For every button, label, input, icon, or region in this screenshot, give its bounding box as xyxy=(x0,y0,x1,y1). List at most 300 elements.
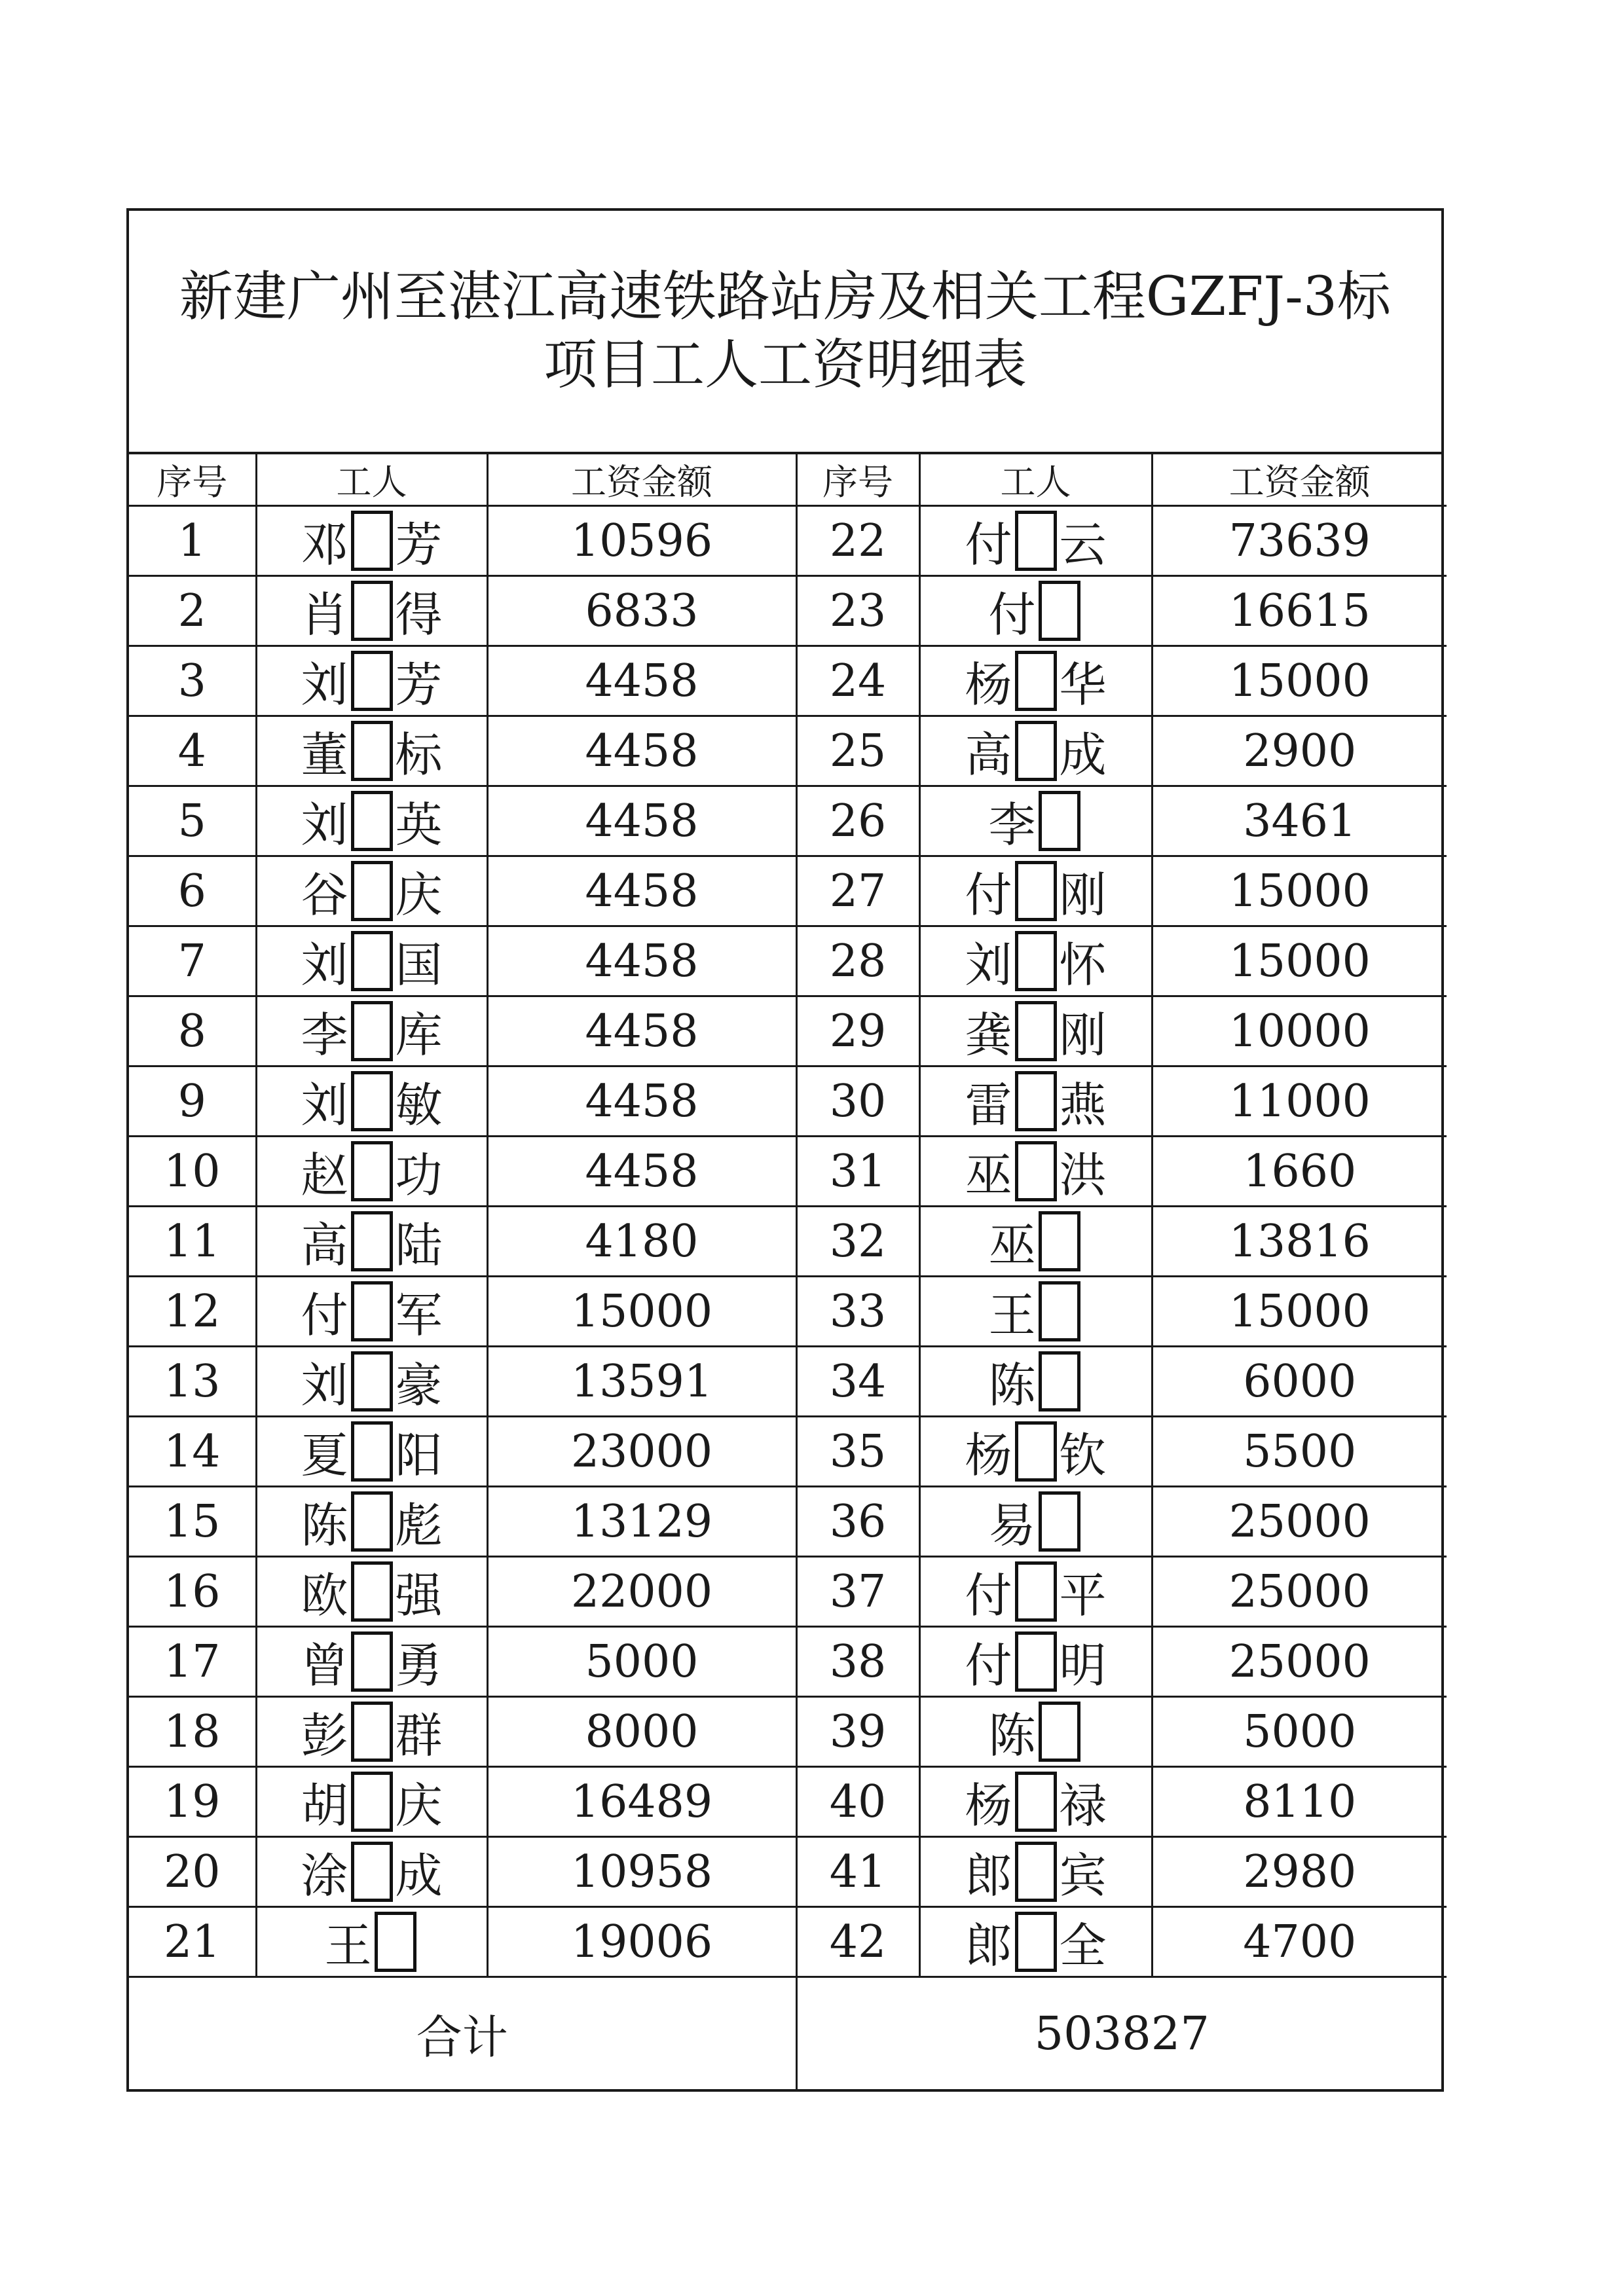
header-worker-left: 工人 xyxy=(256,454,487,506)
worker-surname: 李 xyxy=(301,1008,348,1063)
seq-cell: 41 xyxy=(796,1837,919,1907)
worker-name-cell xyxy=(256,1487,487,1557)
worker-name-cell xyxy=(256,996,487,1066)
worker-name xyxy=(301,1487,442,1556)
seq-cell: 37 xyxy=(796,1557,919,1627)
redaction-box xyxy=(1039,581,1080,641)
worker-given-name: 芳 xyxy=(395,657,443,712)
seq-cell: 20 xyxy=(129,1837,256,1907)
worker-given-name: 彪 xyxy=(395,1498,443,1553)
worker-name xyxy=(965,717,1106,785)
worker-surname: 付 xyxy=(988,587,1036,642)
seq-cell: 18 xyxy=(129,1697,256,1767)
worker-name xyxy=(301,927,442,995)
worker-name xyxy=(301,857,442,925)
worker-name xyxy=(301,1628,442,1696)
worker-given-name: 得 xyxy=(395,587,443,642)
seq-cell: 35 xyxy=(796,1417,919,1487)
redaction-box xyxy=(1039,1211,1080,1271)
worker-surname: 杨 xyxy=(965,1778,1012,1833)
seq-cell: 12 xyxy=(129,1277,256,1347)
worker-given-name: 庆 xyxy=(395,867,443,922)
worker-name-cell xyxy=(919,856,1152,926)
redaction-box xyxy=(1015,651,1057,711)
amount-cell: 4458 xyxy=(487,996,796,1066)
worker-surname: 付 xyxy=(965,517,1012,572)
redaction-box xyxy=(351,1281,393,1341)
worker-name xyxy=(965,507,1106,575)
redaction-box xyxy=(351,1702,393,1762)
seq-cell: 9 xyxy=(129,1066,256,1137)
worker-surname: 陈 xyxy=(301,1498,348,1553)
worker-name xyxy=(965,647,1106,715)
worker-name-cell xyxy=(919,786,1152,856)
table-row xyxy=(129,576,1447,646)
worker-given-name: 豪 xyxy=(395,1358,443,1413)
seq-cell: 34 xyxy=(796,1347,919,1417)
amount-cell: 8110 xyxy=(1152,1767,1447,1837)
amount-cell: 5000 xyxy=(487,1627,796,1697)
amount-cell: 15000 xyxy=(1152,1277,1447,1347)
worker-surname: 王 xyxy=(324,1918,372,1973)
seq-cell: 32 xyxy=(796,1207,919,1277)
amount-cell: 3461 xyxy=(1152,786,1447,856)
worker-name xyxy=(301,717,442,785)
worker-given-name: 平 xyxy=(1059,1568,1107,1623)
seq-cell: 8 xyxy=(129,996,256,1066)
worker-name-cell xyxy=(256,1907,487,1977)
worker-name-cell xyxy=(256,1697,487,1767)
redaction-box xyxy=(1015,1912,1057,1972)
worker-surname: 刘 xyxy=(301,1078,348,1133)
worker-name-cell xyxy=(256,1627,487,1697)
worker-surname: 胡 xyxy=(301,1778,348,1833)
worker-name-cell xyxy=(919,576,1152,646)
table-row xyxy=(129,1207,1447,1277)
worker-given-name: 成 xyxy=(395,1848,443,1903)
header-amount-left: 工资金额 xyxy=(487,454,796,506)
seq-cell: 31 xyxy=(796,1137,919,1207)
amount-cell: 4458 xyxy=(487,716,796,786)
seq-cell: 39 xyxy=(796,1697,919,1767)
table-row xyxy=(129,1767,1447,1837)
seq-cell: 36 xyxy=(796,1487,919,1557)
redaction-box xyxy=(1039,1351,1080,1412)
worker-name xyxy=(301,1207,442,1275)
redaction-box xyxy=(1015,1631,1057,1692)
worker-name xyxy=(301,1417,442,1485)
worker-name-cell xyxy=(256,576,487,646)
worker-surname: 谷 xyxy=(301,867,348,922)
table-row xyxy=(129,786,1447,856)
worker-given-name: 阳 xyxy=(395,1428,443,1483)
amount-cell: 19006 xyxy=(487,1907,796,1977)
worker-name-cell xyxy=(919,1207,1152,1277)
worker-name-cell xyxy=(256,1837,487,1907)
seq-cell: 24 xyxy=(796,646,919,716)
redaction-box xyxy=(351,511,393,571)
worker-given-name: 勇 xyxy=(395,1638,443,1693)
worker-name-cell xyxy=(919,506,1152,576)
redaction-box xyxy=(351,1351,393,1412)
worker-name xyxy=(965,1067,1106,1135)
worker-surname: 夏 xyxy=(301,1428,348,1483)
worker-name-cell xyxy=(256,1066,487,1137)
worker-name xyxy=(301,1137,442,1205)
worker-surname: 巫 xyxy=(965,1148,1012,1203)
header-seq-right: 序号 xyxy=(796,454,919,506)
header-row xyxy=(129,454,1447,506)
worker-given-name: 宾 xyxy=(1059,1848,1107,1903)
worker-name-cell xyxy=(256,786,487,856)
table-row xyxy=(129,856,1447,926)
worker-surname: 龚 xyxy=(965,1008,1012,1063)
worker-surname: 邓 xyxy=(301,517,348,572)
amount-cell: 5500 xyxy=(1152,1417,1447,1487)
worker-name-cell xyxy=(256,1207,487,1277)
worker-surname: 高 xyxy=(301,1218,348,1273)
amount-cell: 13591 xyxy=(487,1347,796,1417)
redaction-box xyxy=(351,1421,393,1482)
redaction-box xyxy=(1039,1702,1080,1762)
worker-given-name: 华 xyxy=(1059,657,1107,712)
seq-cell: 30 xyxy=(796,1066,919,1137)
worker-given-name: 全 xyxy=(1059,1918,1107,1973)
worker-surname: 王 xyxy=(988,1288,1036,1343)
redaction-box xyxy=(351,651,393,711)
worker-name xyxy=(988,1207,1082,1275)
worker-name-cell xyxy=(256,1347,487,1417)
redaction-box xyxy=(1015,1561,1057,1622)
seq-cell: 5 xyxy=(129,786,256,856)
amount-cell: 10596 xyxy=(487,506,796,576)
total-row xyxy=(129,1977,1447,2090)
seq-cell: 42 xyxy=(796,1907,919,1977)
redaction-box xyxy=(351,581,393,641)
amount-cell: 5000 xyxy=(1152,1697,1447,1767)
redaction-box xyxy=(1039,1491,1080,1552)
worker-name-cell xyxy=(919,1557,1152,1627)
worker-given-name: 怀 xyxy=(1059,938,1107,993)
worker-given-name: 云 xyxy=(1059,517,1107,572)
worker-name xyxy=(301,997,442,1065)
worker-name-cell xyxy=(919,1137,1152,1207)
worker-given-name: 强 xyxy=(395,1568,443,1623)
seq-cell: 15 xyxy=(129,1487,256,1557)
redaction-box xyxy=(1015,1001,1057,1061)
amount-cell: 4700 xyxy=(1152,1907,1447,1977)
amount-cell: 6833 xyxy=(487,576,796,646)
amount-cell: 4180 xyxy=(487,1207,796,1277)
worker-name xyxy=(988,1347,1082,1415)
amount-cell: 2980 xyxy=(1152,1837,1447,1907)
redaction-box xyxy=(1015,511,1057,571)
redaction-box xyxy=(351,1001,393,1061)
worker-name xyxy=(301,1838,442,1906)
table-row xyxy=(129,716,1447,786)
redaction-box xyxy=(351,1071,393,1131)
worker-given-name: 明 xyxy=(1059,1638,1107,1693)
worker-name xyxy=(301,1698,442,1766)
seq-cell: 21 xyxy=(129,1907,256,1977)
redaction-box xyxy=(351,791,393,851)
worker-surname: 陈 xyxy=(988,1358,1036,1413)
worker-name-cell xyxy=(919,1627,1152,1697)
title-line-2: 项目工人工资明细表 xyxy=(543,334,1027,396)
amount-cell: 23000 xyxy=(487,1417,796,1487)
amount-cell: 15000 xyxy=(1152,926,1447,996)
redaction-box xyxy=(375,1912,416,1972)
worker-surname: 肖 xyxy=(301,587,348,642)
redaction-box xyxy=(351,1842,393,1902)
amount-cell: 15000 xyxy=(1152,646,1447,716)
amount-cell: 13129 xyxy=(487,1487,796,1557)
worker-surname: 赵 xyxy=(301,1148,348,1203)
seq-cell: 13 xyxy=(129,1347,256,1417)
table-row xyxy=(129,1066,1447,1137)
amount-cell: 15000 xyxy=(1152,856,1447,926)
amount-cell: 25000 xyxy=(1152,1557,1447,1627)
redaction-box xyxy=(351,931,393,991)
worker-given-name: 功 xyxy=(395,1148,443,1203)
worker-name-cell xyxy=(256,1767,487,1837)
worker-name xyxy=(301,1277,442,1345)
table-row xyxy=(129,1347,1447,1417)
table-row xyxy=(129,1697,1447,1767)
seq-cell: 17 xyxy=(129,1627,256,1697)
seq-cell: 29 xyxy=(796,996,919,1066)
worker-name xyxy=(965,1768,1106,1836)
worker-surname: 刘 xyxy=(301,657,348,712)
worker-name-cell xyxy=(256,1557,487,1627)
amount-cell: 25000 xyxy=(1152,1627,1447,1697)
worker-given-name: 标 xyxy=(395,727,443,782)
seq-cell: 6 xyxy=(129,856,256,926)
worker-name xyxy=(965,857,1106,925)
table-row xyxy=(129,1277,1447,1347)
redaction-box xyxy=(351,1631,393,1692)
redaction-box xyxy=(1015,1141,1057,1201)
seq-cell: 1 xyxy=(129,506,256,576)
table-row xyxy=(129,1907,1447,1977)
redaction-box xyxy=(351,1561,393,1622)
redaction-box xyxy=(351,1141,393,1201)
worker-surname: 杨 xyxy=(965,657,1012,712)
amount-cell: 1660 xyxy=(1152,1137,1447,1207)
redaction-box xyxy=(1015,1071,1057,1131)
worker-given-name: 燕 xyxy=(1059,1078,1107,1133)
worker-given-name: 军 xyxy=(395,1288,443,1343)
worker-name-cell xyxy=(919,1767,1152,1837)
worker-surname: 李 xyxy=(988,797,1036,852)
worker-name xyxy=(301,1558,442,1626)
redaction-box xyxy=(1015,721,1057,781)
worker-name-cell xyxy=(919,1487,1152,1557)
worker-name xyxy=(988,1487,1082,1556)
worker-name-cell xyxy=(919,1066,1152,1137)
worker-surname: 雷 xyxy=(965,1078,1012,1133)
worker-name xyxy=(965,927,1106,995)
worker-surname: 董 xyxy=(301,727,348,782)
amount-cell: 4458 xyxy=(487,786,796,856)
table-row xyxy=(129,1417,1447,1487)
worker-name-cell xyxy=(919,996,1152,1066)
table-row xyxy=(129,1487,1447,1557)
worker-name-cell xyxy=(256,856,487,926)
worker-surname: 付 xyxy=(965,1638,1012,1693)
worker-surname: 郎 xyxy=(965,1918,1012,1973)
seq-cell: 19 xyxy=(129,1767,256,1837)
worker-surname: 刘 xyxy=(301,938,348,993)
header-amount-right: 工资金额 xyxy=(1152,454,1447,506)
worker-surname: 高 xyxy=(965,727,1012,782)
amount-cell: 16615 xyxy=(1152,576,1447,646)
seq-cell: 33 xyxy=(796,1277,919,1347)
worker-surname: 欧 xyxy=(301,1568,348,1623)
seq-cell: 11 xyxy=(129,1207,256,1277)
redaction-box xyxy=(351,1211,393,1271)
worker-name xyxy=(965,1838,1106,1906)
redaction-box xyxy=(351,1491,393,1552)
worker-given-name: 国 xyxy=(395,938,443,993)
amount-cell: 73639 xyxy=(1152,506,1447,576)
worker-name-cell xyxy=(256,1417,487,1487)
redaction-box xyxy=(351,861,393,921)
amount-cell: 22000 xyxy=(487,1557,796,1627)
worker-given-name: 群 xyxy=(395,1708,443,1763)
worker-given-name: 刚 xyxy=(1059,867,1107,922)
seq-cell: 25 xyxy=(796,716,919,786)
seq-cell: 7 xyxy=(129,926,256,996)
worker-name xyxy=(988,1277,1082,1345)
worker-name-cell xyxy=(919,1907,1152,1977)
worker-surname: 杨 xyxy=(965,1428,1012,1483)
worker-name-cell xyxy=(256,926,487,996)
worker-name xyxy=(965,1417,1106,1485)
seq-cell: 27 xyxy=(796,856,919,926)
header-seq-left: 序号 xyxy=(129,454,256,506)
header-worker-right: 工人 xyxy=(919,454,1152,506)
worker-name-cell xyxy=(919,646,1152,716)
worker-given-name: 刚 xyxy=(1059,1008,1107,1063)
worker-surname: 陈 xyxy=(988,1708,1036,1763)
redaction-box xyxy=(1039,791,1080,851)
wage-table xyxy=(129,454,1447,2089)
amount-cell: 16489 xyxy=(487,1767,796,1837)
worker-given-name: 洪 xyxy=(1059,1148,1107,1203)
amount-cell: 2900 xyxy=(1152,716,1447,786)
redaction-box xyxy=(1015,1842,1057,1902)
amount-cell: 4458 xyxy=(487,646,796,716)
amount-cell: 11000 xyxy=(1152,1066,1447,1137)
worker-given-name: 敏 xyxy=(395,1078,443,1133)
seq-cell: 10 xyxy=(129,1137,256,1207)
worker-name xyxy=(324,1908,418,1976)
redaction-box xyxy=(1015,1772,1057,1832)
total-label: 合计 xyxy=(129,1977,796,2090)
seq-cell: 23 xyxy=(796,576,919,646)
worker-surname: 郎 xyxy=(965,1848,1012,1903)
worker-surname: 巫 xyxy=(988,1218,1036,1273)
seq-cell: 3 xyxy=(129,646,256,716)
worker-given-name: 芳 xyxy=(395,517,443,572)
worker-name xyxy=(988,577,1082,645)
worker-surname: 刘 xyxy=(301,797,348,852)
redaction-box xyxy=(1015,1421,1057,1482)
worker-given-name: 成 xyxy=(1059,727,1107,782)
worker-name-cell xyxy=(919,1837,1152,1907)
document-title xyxy=(129,211,1441,454)
worker-given-name: 禄 xyxy=(1059,1778,1107,1833)
seq-cell: 2 xyxy=(129,576,256,646)
table-row xyxy=(129,506,1447,576)
worker-name xyxy=(988,1698,1082,1766)
seq-cell: 22 xyxy=(796,506,919,576)
amount-cell: 10958 xyxy=(487,1837,796,1907)
seq-cell: 14 xyxy=(129,1417,256,1487)
amount-cell: 4458 xyxy=(487,856,796,926)
amount-cell: 10000 xyxy=(1152,996,1447,1066)
total-value: 503827 xyxy=(796,1977,1447,2090)
worker-given-name: 陆 xyxy=(395,1218,443,1273)
seq-cell: 4 xyxy=(129,716,256,786)
table-row xyxy=(129,1137,1447,1207)
amount-cell: 13816 xyxy=(1152,1207,1447,1277)
redaction-box xyxy=(351,721,393,781)
table-row xyxy=(129,926,1447,996)
amount-cell: 25000 xyxy=(1152,1487,1447,1557)
worker-name-cell xyxy=(919,1347,1152,1417)
worker-name-cell xyxy=(919,1417,1152,1487)
worker-surname: 刘 xyxy=(301,1358,348,1413)
worker-surname: 易 xyxy=(988,1498,1036,1553)
redaction-box xyxy=(1039,1281,1080,1341)
worker-name xyxy=(988,787,1082,855)
worker-name-cell xyxy=(256,646,487,716)
worker-name xyxy=(301,787,442,855)
worker-given-name: 英 xyxy=(395,797,443,852)
worker-surname: 曾 xyxy=(301,1638,348,1693)
worker-name xyxy=(301,1067,442,1135)
amount-cell: 8000 xyxy=(487,1697,796,1767)
worker-name xyxy=(301,1347,442,1415)
worker-name-cell xyxy=(256,506,487,576)
redaction-box xyxy=(1015,931,1057,991)
seq-cell: 40 xyxy=(796,1767,919,1837)
table-row xyxy=(129,1837,1447,1907)
worker-name xyxy=(301,1768,442,1836)
worker-surname: 涂 xyxy=(301,1848,348,1903)
table-row xyxy=(129,1557,1447,1627)
worker-name-cell xyxy=(256,716,487,786)
worker-name xyxy=(965,1558,1106,1626)
worker-name-cell xyxy=(919,1277,1152,1347)
worker-name-cell xyxy=(919,716,1152,786)
worker-given-name: 钦 xyxy=(1059,1428,1107,1483)
amount-cell: 6000 xyxy=(1152,1347,1447,1417)
table-row xyxy=(129,996,1447,1066)
redaction-box xyxy=(351,1772,393,1832)
worker-name-cell xyxy=(919,926,1152,996)
amount-cell: 4458 xyxy=(487,1066,796,1137)
seq-cell: 26 xyxy=(796,786,919,856)
worker-name-cell xyxy=(256,1137,487,1207)
table-row xyxy=(129,646,1447,716)
worker-name xyxy=(301,647,442,715)
worker-name xyxy=(965,1137,1106,1205)
worker-surname: 付 xyxy=(965,867,1012,922)
worker-name xyxy=(965,1628,1106,1696)
